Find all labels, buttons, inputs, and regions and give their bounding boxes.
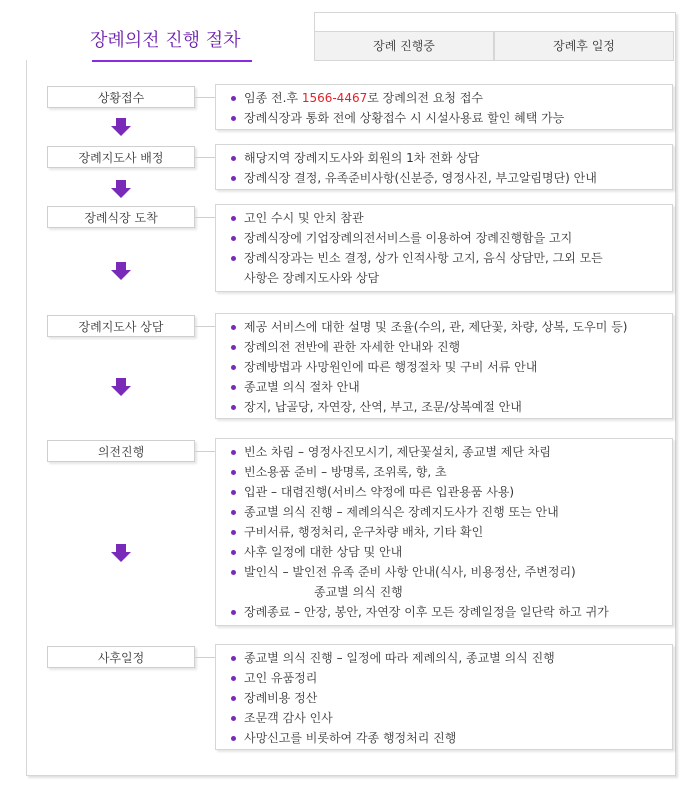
list-item: 장지, 납골당, 자연장, 산역, 부고, 조문/상복예절 안내 (230, 397, 672, 417)
tab-after-funeral[interactable]: 장례후 일정 (494, 31, 674, 60)
step-title-aftercare: 사후일정 (47, 646, 195, 668)
bullet-icon (231, 716, 236, 721)
list-item: 장례방법과 사망원인에 따른 행정절차 및 구비 서류 안내 (230, 357, 672, 377)
bullet-icon (231, 256, 236, 261)
list-item: 장례의전 전반에 관한 자세한 안내와 진행 (230, 337, 672, 357)
bullet-icon (231, 490, 236, 495)
bullet-icon (231, 610, 236, 615)
bullet-icon (231, 385, 236, 390)
bullet-icon (231, 116, 236, 121)
tab-funeral-procedure-label[interactable]: 장례의전 진행 절차 (90, 30, 241, 51)
list-item: 장례식장에 기업장례의전서비스를 이용하여 장례진행함을 고지 (230, 228, 672, 248)
list-item: 종교별 의식 절차 안내 (230, 377, 672, 397)
list-item: 제공 서비스에 대한 설명 및 조율(수의, 관, 제단꽃, 차량, 상복, 도우미 등) (230, 317, 672, 337)
connector (195, 326, 215, 327)
list-item: 해당지역 장례지도사와 회원의 1차 전화 상담 (230, 148, 672, 168)
bullet-icon (231, 156, 236, 161)
bullet-icon (231, 405, 236, 410)
bullet-icon (231, 216, 236, 221)
bullet-icon (231, 676, 236, 681)
bullet-icon (231, 736, 236, 741)
bullet-icon (231, 325, 236, 330)
list-item: 고인 유품정리 (230, 668, 672, 688)
phone-number[interactable]: 1566-4467 (301, 91, 368, 105)
bullet-icon (231, 530, 236, 535)
list-item: 사망신고를 비롯하여 각종 행정처리 진행 (230, 728, 672, 748)
bullet-icon (231, 365, 236, 370)
list-item: 사후 일정에 대한 상담 및 안내 (230, 542, 672, 562)
bullet-icon (231, 236, 236, 241)
tabs-divider (314, 60, 674, 61)
list-item: 빈소용품 준비 – 방명록, 조위록, 향, 초 (230, 462, 672, 482)
step-content-arrival (215, 204, 673, 292)
list-item: 고인 수시 및 안치 참관 (230, 208, 672, 228)
list-item: 종교별 의식 진행 – 일정에 따라 제례의식, 종교별 의식 진행 (230, 648, 672, 668)
step-title-ceremony: 의전진행 (47, 440, 195, 462)
down-arrow-icon (110, 542, 132, 564)
step-title-arrival: 장례식장 도착 (47, 206, 195, 228)
list-item: 종교별 의식 진행 – 제례의식은 장례지도사가 진행 또는 안내 (230, 502, 672, 522)
list-item: 장례종료 – 안장, 봉안, 자연장 이후 모든 장례일정을 일단락 하고 귀가 (230, 602, 672, 622)
bullet-icon (231, 96, 236, 101)
step-title-consultation: 장례지도사 상담 (47, 315, 195, 337)
connector (195, 157, 215, 158)
bullet-icon (231, 345, 236, 350)
bullet-icon (231, 656, 236, 661)
bullet-icon (231, 570, 236, 575)
connector (195, 657, 215, 658)
active-tab-underline (92, 60, 252, 62)
list-item: 입관 – 대렴진행(서비스 약정에 따른 입관용품 사용) (230, 482, 672, 502)
list-item: 임종 전.후 1566-4467로 장례의전 요청 접수 (230, 88, 672, 108)
list-item: 발인식 – 발인전 유족 준비 사항 안내(식사, 비용정산, 주변정리) (230, 562, 672, 582)
connector (195, 451, 215, 452)
bullet-icon (231, 510, 236, 515)
step-title-reception: 상황접수 (47, 86, 195, 108)
connector (195, 217, 215, 218)
list-item-continued: 사항은 장례지도사와 상담 (244, 271, 380, 285)
list-item: 장례식장과는 빈소 결정, 상가 인적사항 고지, 음식 상담만, 그외 모든 (230, 248, 672, 268)
list-item: 장례식장과 통화 전에 상황접수 시 시설사용료 할인 혜택 가능 (230, 108, 672, 128)
list-item: 조문객 감사 인사 (230, 708, 672, 728)
bullet-icon (231, 550, 236, 555)
list-item-continued: 종교별 의식 진행 (314, 585, 403, 599)
bullet-icon (231, 176, 236, 181)
step-content-ceremony (215, 438, 673, 626)
bullet-icon (231, 696, 236, 701)
bullet-icon (231, 450, 236, 455)
down-arrow-icon (110, 376, 132, 398)
step-content-reception (215, 84, 673, 130)
bullet-icon (231, 470, 236, 475)
down-arrow-icon (110, 178, 132, 200)
step-content-aftercare (215, 644, 673, 750)
list-item: 장례비용 정산 (230, 688, 672, 708)
step-content-assign-director (215, 144, 673, 190)
step-title-assign-director: 장례지도사 배정 (47, 146, 195, 168)
list-item: 장례식장 결정, 유족준비사항(신분증, 영정사진, 부고알림명단) 안내 (230, 168, 672, 188)
list-item: 빈소 차림 – 영정사진모시기, 제단꽃설치, 종교별 제단 차림 (230, 442, 672, 462)
list-item: 구비서류, 행정처리, 운구차량 배차, 기타 확인 (230, 522, 672, 542)
tab-during-funeral[interactable]: 장례 진행중 (314, 31, 494, 60)
down-arrow-icon (110, 116, 132, 138)
down-arrow-icon (110, 260, 132, 282)
connector (195, 97, 215, 98)
step-content-consultation (215, 313, 673, 419)
